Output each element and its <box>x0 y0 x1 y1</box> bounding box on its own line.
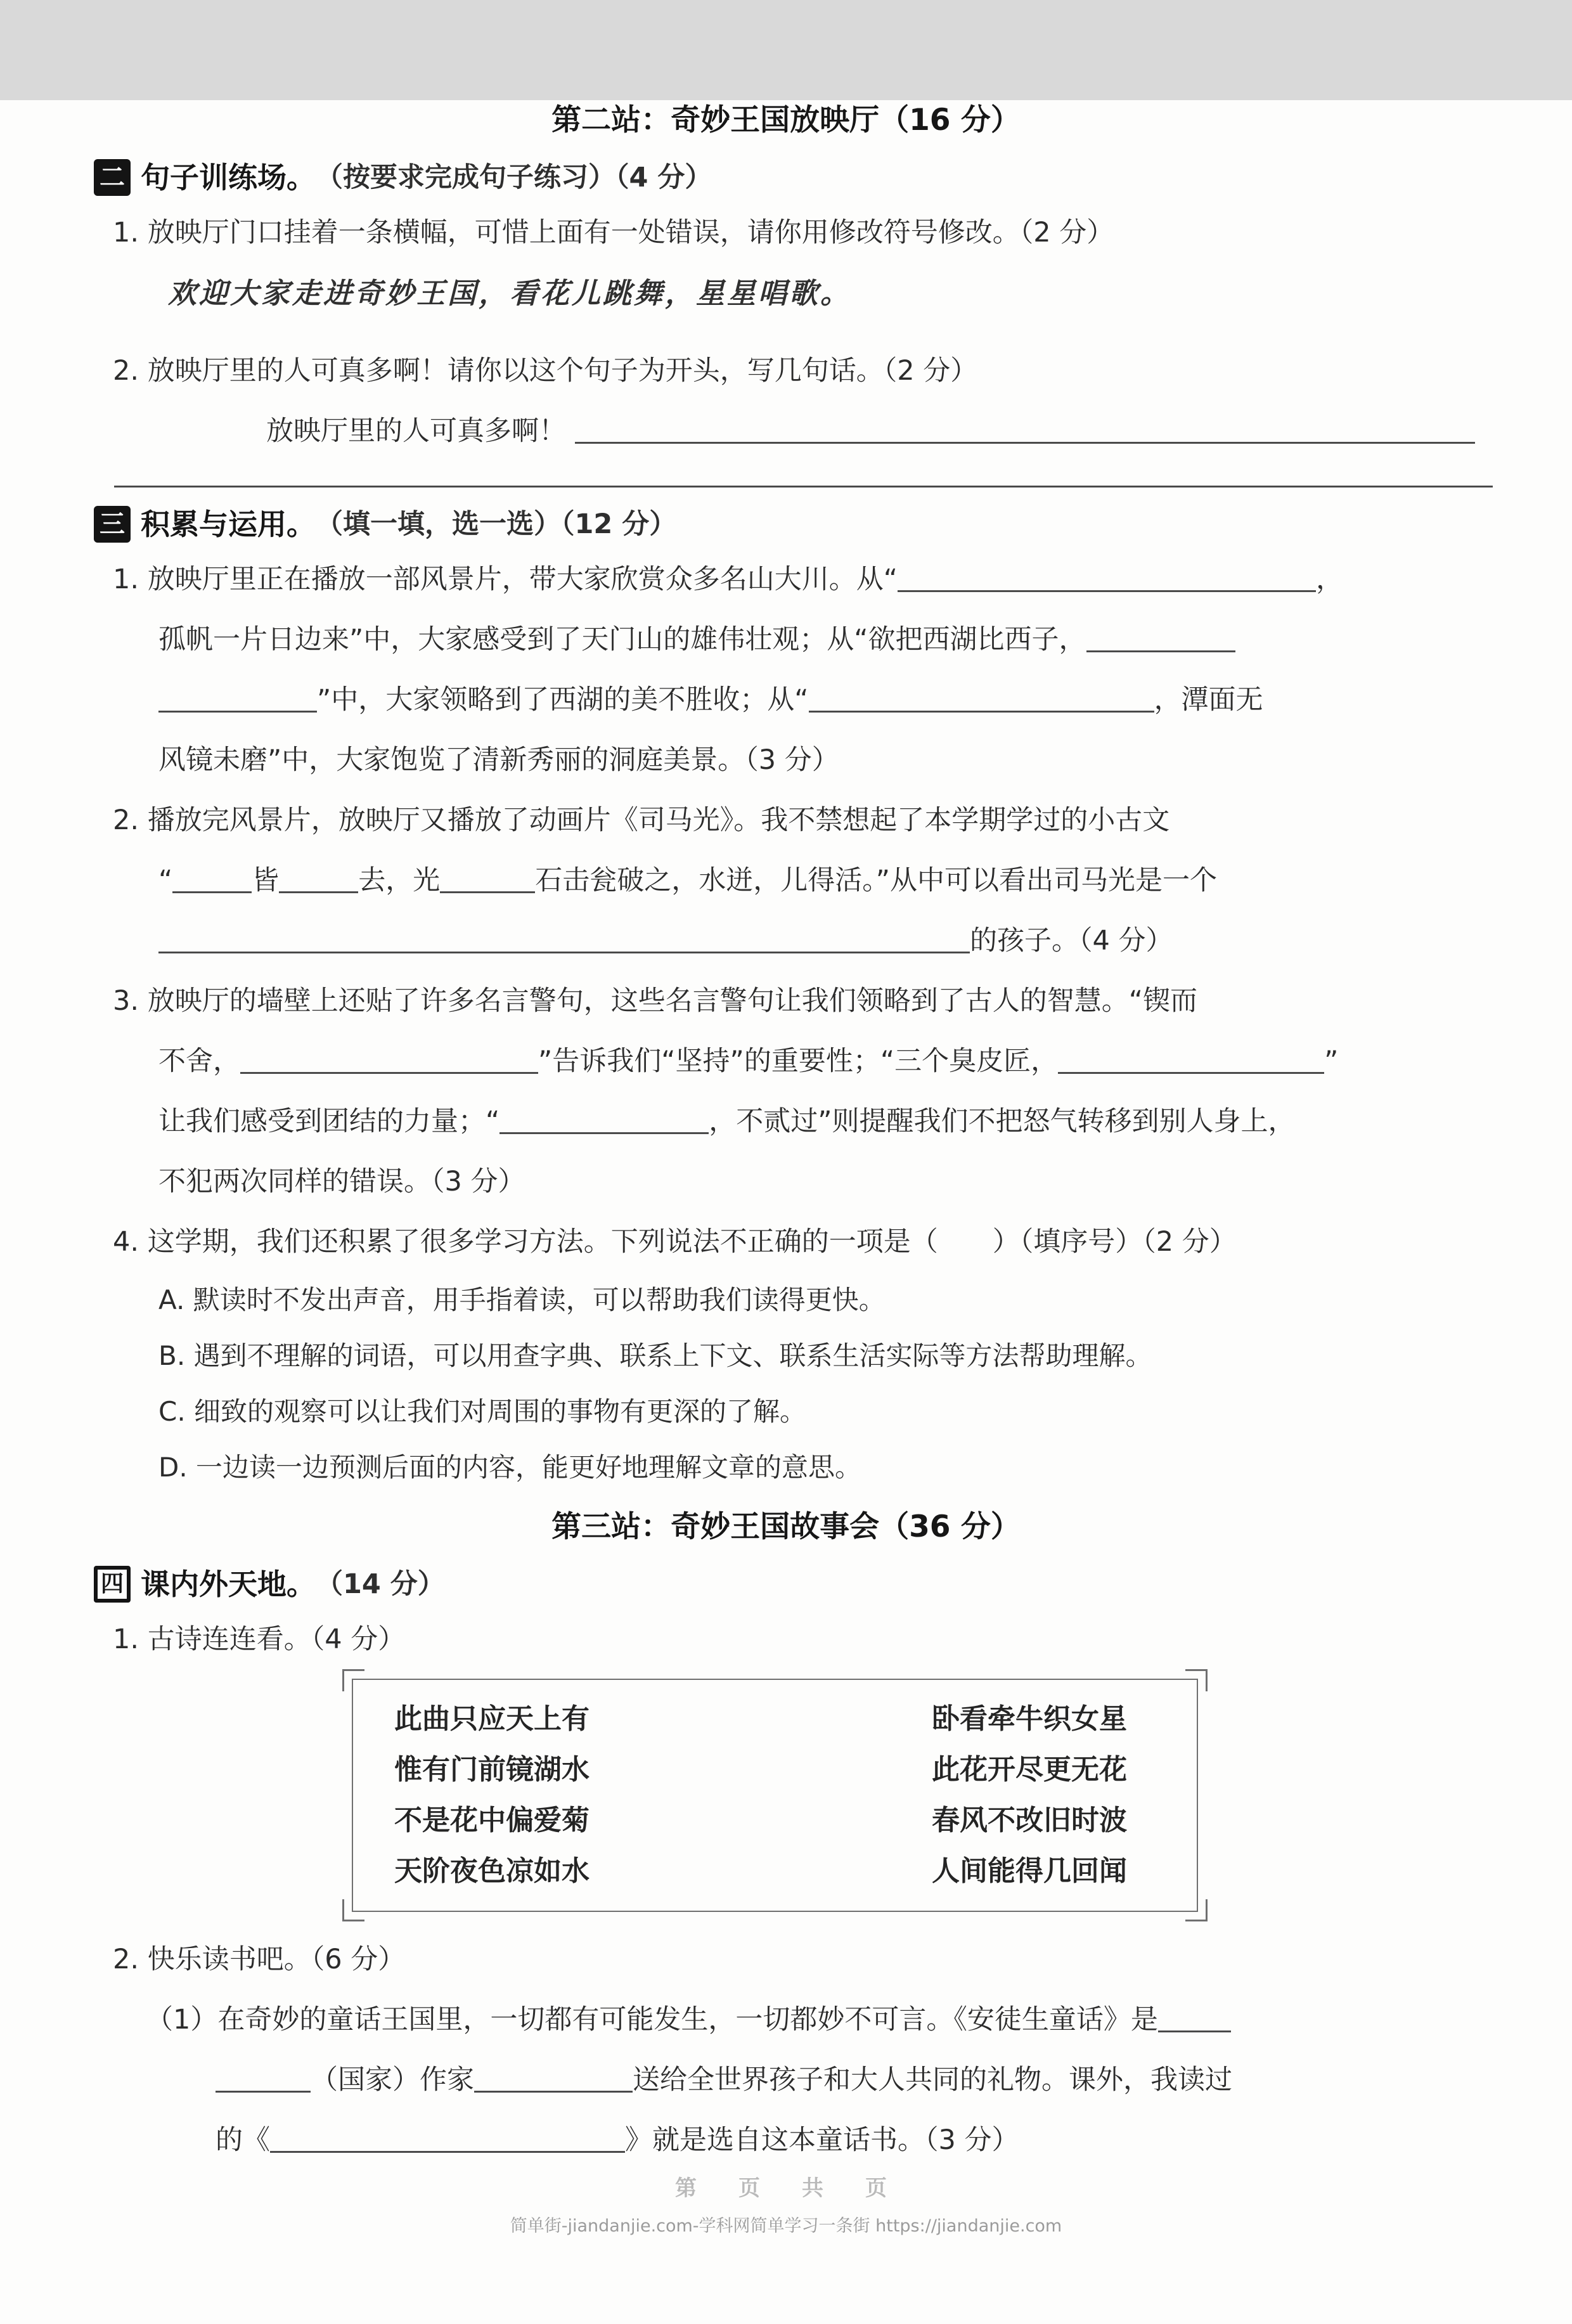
s4-q2-1-l2-country: （国家）作家 <box>311 2064 474 2096</box>
poem-line[interactable]: 天阶夜色凉如水 <box>394 1855 590 1887</box>
footer-site-link[interactable]: 简单街-jiandanjie.com-学科网简单学习一条街 https://jiandanjie.com <box>510 2216 1062 2236</box>
s3-q1-l2-text: 孤帆一片日边来”中，大家感受到了天门山的雄伟壮观；从“欲把西湖比西子， <box>158 624 1086 655</box>
section2-number-badge: 二 <box>94 159 131 196</box>
s3-q3-line3 <box>158 1092 1572 1152</box>
poem-line[interactable]: 不是花中偏爱菊 <box>394 1804 590 1837</box>
frame-corner-bottom-left <box>342 1899 364 1921</box>
s3-q3-line2 <box>158 1031 1572 1092</box>
poem-line[interactable]: 惟有门前镜湖水 <box>394 1753 590 1786</box>
footer-page-number: 第 页 共 页 <box>675 2176 897 2201</box>
s3-q2-l2-mid: 去，光 <box>358 865 441 896</box>
station2-title: 第二站：奇妙王国放映厅（16 分） <box>551 103 1021 138</box>
section3-number-badge: 三 <box>94 506 131 543</box>
s3-q3-l2-text: 不舍， <box>158 1045 240 1077</box>
s3-q1-line3 <box>158 670 1572 730</box>
s3-q2-line1: 2. 播放完风景片，放映厅又播放了动画片《司马光》。我不禁想起了本学期学过的小古文 <box>113 804 1170 836</box>
s3-q4-option-c[interactable]: C. 细致的观察可以让我们对周围的事物有更深的了解。 <box>158 1396 807 1427</box>
answer-blank[interactable] <box>1158 2001 1231 2032</box>
s4-question1: 1. 古诗连连看。（4 分） <box>113 1624 406 1655</box>
section4-subtitle: （14 分） <box>316 1568 445 1600</box>
answer-blank[interactable] <box>809 681 1154 713</box>
s4-question2: 2. 快乐读书吧。（6 分） <box>113 1944 406 1975</box>
s3-q3-l2-mid: ”告诉我们“坚持”的重要性；“三个臭皮匠， <box>538 1045 1059 1077</box>
poem-column-right <box>932 1694 1127 1897</box>
answer-blank[interactable] <box>216 2062 311 2093</box>
answer-blank[interactable] <box>158 681 317 713</box>
answer-blank[interactable] <box>270 2122 625 2153</box>
s4-q2-1-line1 <box>146 1990 1572 2050</box>
s2-q2-opening-line <box>266 401 1572 462</box>
poem-column-left <box>394 1694 590 1897</box>
s3-q4-option-d[interactable]: D. 一边读一边预测后面的内容，能更好地理解文章的意思。 <box>158 1452 862 1483</box>
frame-corner-top-right <box>1185 1669 1208 1691</box>
s3-q3-l3-text: 让我们感受到团结的力量；“ <box>158 1106 500 1137</box>
poem-line[interactable]: 此曲只应天上有 <box>394 1703 590 1735</box>
s3-q3-line1: 3. 放映厅的墙壁上还贴了许多名言警句，这些名言警句让我们领略到了古人的智慧。“锲而 <box>113 985 1197 1017</box>
s4-q2-1-l1-text: （1）在奇妙的童话王国里，一切都有可能发生，一切都妙不可言。《安徒生童话》是 <box>146 2004 1158 2036</box>
answer-blank[interactable] <box>1058 1043 1324 1074</box>
s3-q1-l3-text: ”中，大家领略到了西湖的美不胜收；从“ <box>317 684 809 716</box>
answer-blank[interactable] <box>1086 621 1235 652</box>
s3-q3-l3-tail: ，不贰过”则提醒我们不把怒气转移到别人身上， <box>709 1106 1296 1137</box>
section4-title: 课内外天地。 <box>141 1567 316 1601</box>
answer-blank[interactable] <box>440 862 535 893</box>
answer-blank[interactable] <box>172 862 252 893</box>
section3-title: 积累与运用。 <box>141 507 316 541</box>
poem-line[interactable]: 卧看牵牛织女星 <box>932 1703 1127 1735</box>
s3-q2-l2-jie: 皆 <box>252 865 280 896</box>
section2-subtitle: （按要求完成句子练习）（4 分） <box>316 162 712 193</box>
station3-title: 第三站：奇妙王国故事会（36 分） <box>551 1509 1021 1544</box>
s3-q2-l3-tail: 的孩子。（4 分） <box>970 925 1173 957</box>
frame-corner-top-left <box>342 1669 364 1691</box>
answer-blank[interactable] <box>240 1043 538 1074</box>
banner-sentence: 欢迎大家走进奇妙王国，看花儿跳舞，星星唱歌。 <box>168 276 852 310</box>
section3-header <box>94 504 1572 545</box>
section3-subtitle: （填一填，选一选）（12 分） <box>316 508 677 540</box>
section2-title: 句子训练场。 <box>141 160 316 195</box>
section2-header <box>94 157 1572 198</box>
s2-q2-opening-text: 放映厅里的人可真多啊！ <box>266 415 566 447</box>
s3-q3-l2-quote: ” <box>1324 1045 1339 1077</box>
answer-blank[interactable] <box>279 862 358 893</box>
s4-q2-1-line3 <box>216 2110 1572 2171</box>
s3-q4-option-b[interactable]: B. 遇到不理解的词语，可以用查字典、联系上下文、联系生活实际等方法帮助理解。 <box>158 1340 1152 1371</box>
frame-corner-bottom-right <box>1185 1899 1208 1921</box>
s3-q1-l1-text: 1. 放映厅里正在播放一部风景片，带大家欣赏众多名山大川。从“ <box>113 564 898 595</box>
s4-q2-1-l3-pre: 的《 <box>216 2124 270 2156</box>
s3-q1-line2 <box>158 610 1572 670</box>
answer-blank[interactable] <box>158 922 970 953</box>
s4-q2-1-line2 <box>216 2050 1572 2110</box>
answer-blank[interactable] <box>898 561 1316 592</box>
s3-q2-line2 <box>158 851 1572 911</box>
s3-q1-l3-tail: ，潭面无 <box>1154 684 1263 716</box>
poem-line[interactable]: 此花开尽更无花 <box>932 1753 1127 1786</box>
section4-header <box>94 1564 1572 1604</box>
s4-q2-1-l2-tail: 送给全世界孩子和大人共同的礼物。课外，我读过 <box>633 2064 1232 2096</box>
poem-matching-box <box>352 1679 1198 1912</box>
poem-line[interactable]: 春风不改旧时波 <box>932 1804 1127 1837</box>
exam-paper-page <box>0 100 1572 2324</box>
s3-q1-line4: 风镜未磨”中，大家饱览了清新秀丽的洞庭美景。（3 分） <box>158 744 839 776</box>
answer-writing-line[interactable] <box>114 483 1493 487</box>
s3-q2-l2-quote: “ <box>158 865 173 896</box>
s2-question2: 2. 放映厅里的人可真多啊！请你以这个句子为开头，写几句话。（2 分） <box>113 355 978 387</box>
answer-blank[interactable] <box>474 2062 633 2093</box>
s3-q1-l1-comma: ， <box>1315 564 1343 595</box>
s3-q4-option-a[interactable]: A. 默读时不发出声音，用手指着读，可以帮助我们读得更快。 <box>158 1284 886 1315</box>
s3-q2-l2-tail: 石击瓮破之，水迸，儿得活。”从中可以看出司马光是一个 <box>535 865 1218 896</box>
page-footer <box>0 2171 1572 2237</box>
poem-line[interactable]: 人间能得几回闻 <box>932 1855 1127 1887</box>
s3-q4-stem: 4. 这学期，我们还积累了很多学习方法。下列说法不正确的一项是（ ）（填序号）（2 分） <box>113 1226 1237 1258</box>
section4-number-badge: 四 <box>94 1566 131 1603</box>
answer-blank[interactable] <box>499 1103 709 1134</box>
answer-blank[interactable] <box>575 413 1475 444</box>
s4-q2-1-l3-tail: 》就是选自这本童话书。（3 分） <box>625 2124 1019 2156</box>
s3-q2-line3 <box>158 911 1572 971</box>
s3-q3-line4: 不犯两次同样的错误。（3 分） <box>158 1166 525 1198</box>
s2-question1: 1. 放映厅门口挂着一条横幅，可惜上面有一处错误，请你用修改符号修改。（2 分） <box>113 217 1114 249</box>
s3-q1-line1 <box>113 550 1572 610</box>
